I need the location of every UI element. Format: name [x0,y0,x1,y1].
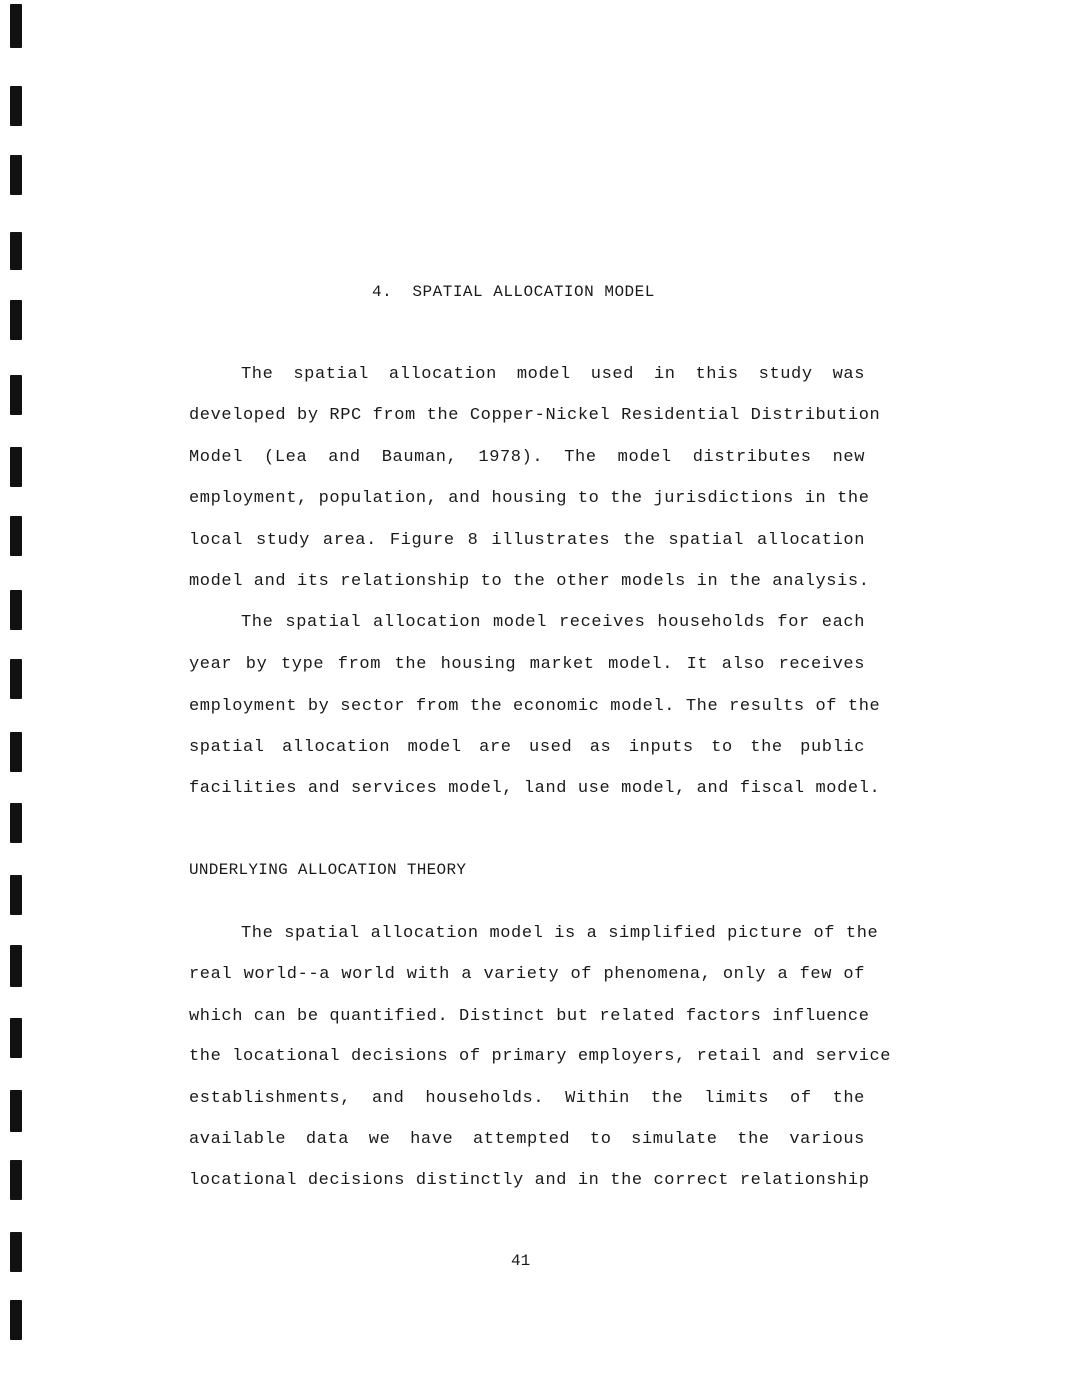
binding-mark [10,732,22,772]
binding-mark [10,86,22,126]
text-line: available data we have attempted to simulate the various [189,1130,865,1149]
binding-marks [10,0,24,1379]
binding-mark [10,300,22,340]
text-line: the locational decisions of primary employers, retail and service [189,1047,892,1066]
binding-mark [10,659,22,699]
binding-mark [10,1160,22,1200]
text-line: developed by RPC from the Copper-Nickel Residential Distribution [189,406,881,425]
binding-mark [10,516,22,556]
binding-mark [10,4,22,48]
text-line: model and its relationship to the other models in the analysis. [189,572,870,591]
text-line: locational decisions distinctly and in the correct relationship [189,1171,870,1190]
text-line: employment, population, and housing to the jurisdictions in the [189,489,870,508]
text-line: The spatial allocation model is a simplified picture of the [241,924,879,943]
section-heading: UNDERLYING ALLOCATION THEORY [189,861,467,879]
text-line: local study area. Figure 8 illustrates the spatial allocation [189,531,865,550]
binding-mark [10,447,22,487]
binding-mark [10,1018,22,1058]
text-line: real world--a world with a variety of phenomena, only a few of [189,965,865,984]
binding-mark [10,803,22,843]
binding-mark [10,590,22,630]
binding-mark [10,1232,22,1272]
chapter-title: 4. SPATIAL ALLOCATION MODEL [372,283,655,301]
text-line: employment by sector from the economic model. The results of the [189,697,881,716]
page-number: 41 [511,1252,531,1270]
text-line: facilities and services model, land use model, and fiscal model. [189,779,881,798]
text-line: establishments, and households. Within the limits of the [189,1089,865,1108]
text-line: which can be quantified. Distinct but related factors influence [189,1007,870,1026]
text-line: year by type from the housing market model. It also receives [189,655,865,674]
binding-mark [10,1300,22,1340]
binding-mark [10,875,22,915]
binding-mark [10,945,22,987]
text-line: The spatial allocation model used in this study was [241,365,865,384]
binding-mark [10,232,22,270]
binding-mark [10,1090,22,1132]
binding-mark [10,155,22,195]
text-line: spatial allocation model are used as inputs to the public [189,738,865,757]
binding-mark [10,375,22,415]
text-line: Model (Lea and Bauman, 1978). The model distributes new [189,448,865,467]
text-line: The spatial allocation model receives households for each [241,613,865,632]
